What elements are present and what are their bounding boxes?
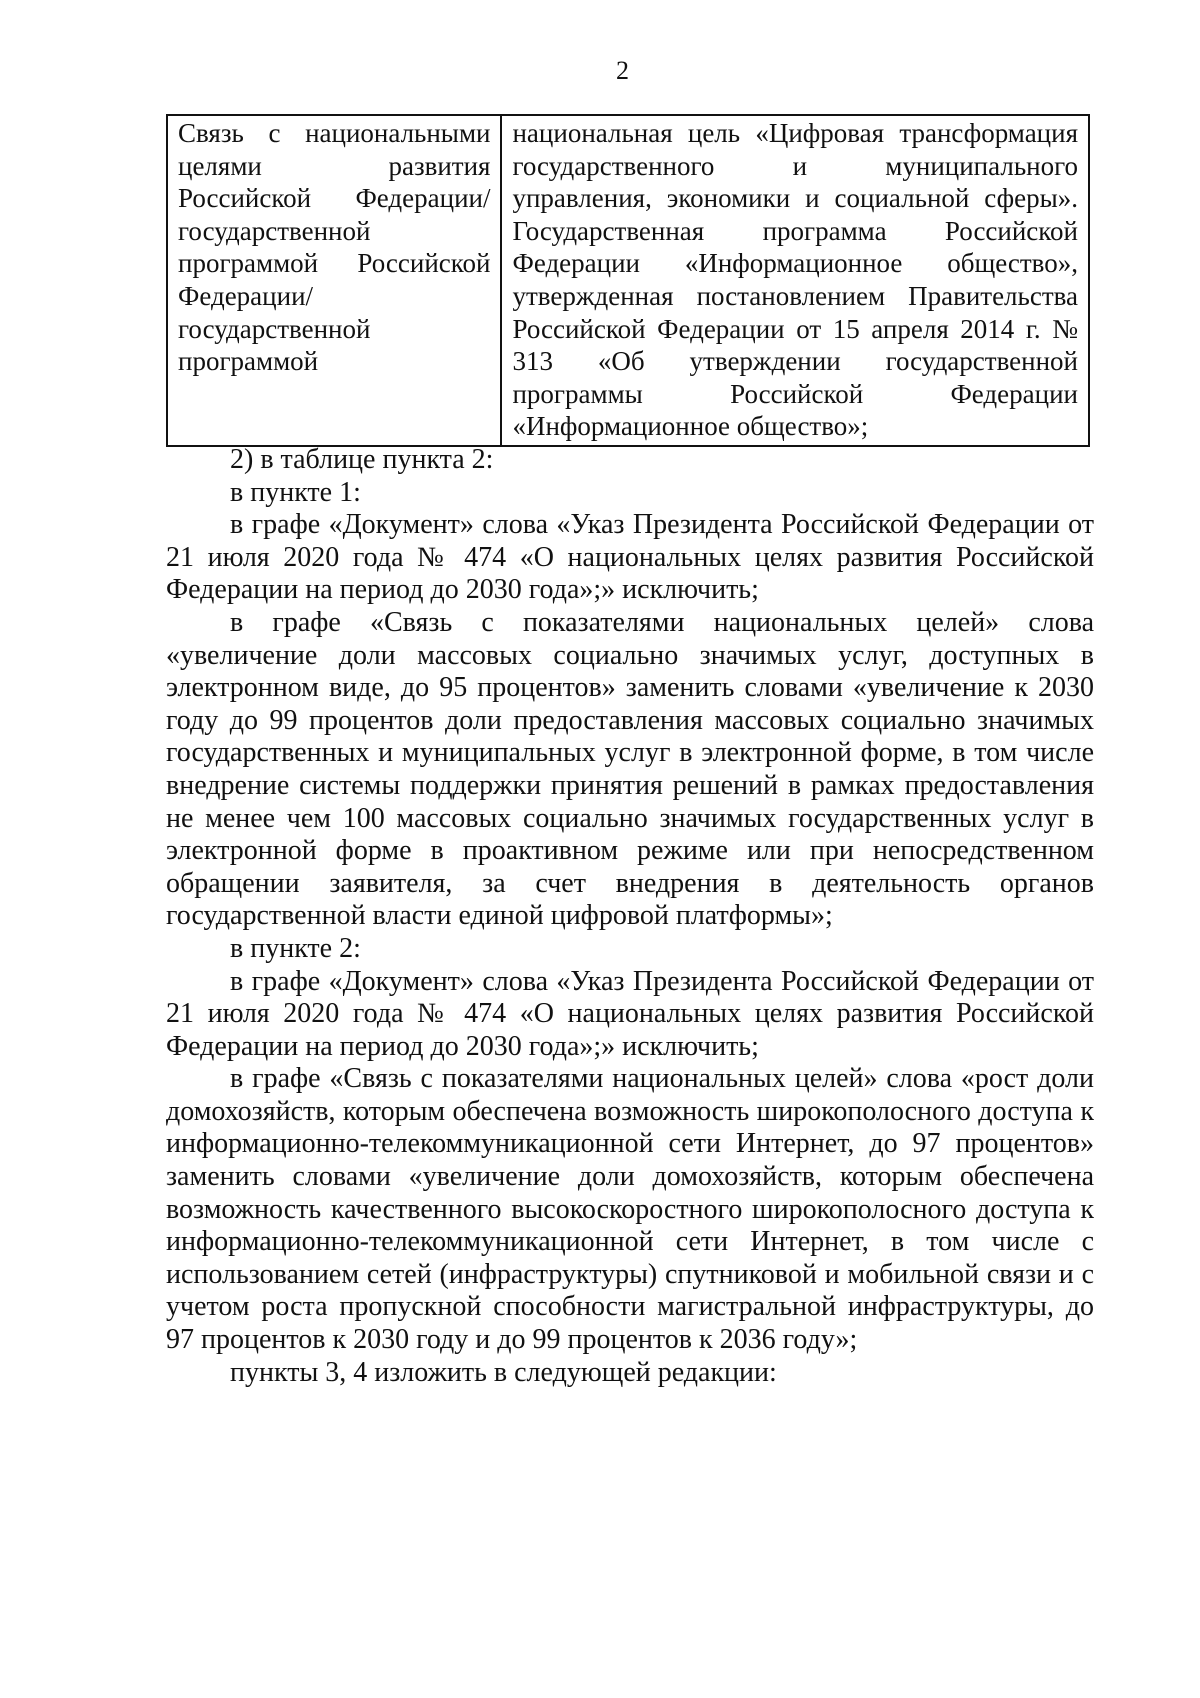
paragraph-subitem-2: в пункте 2: (230, 932, 361, 964)
paragraph-subitem-1: в пункте 1: (230, 476, 361, 508)
table-row (167, 115, 1089, 446)
paragraph-subitem-1-indicators: в графе «Связь с показателями национальных целей» слова «увеличение доли массовых социально значимых услуг, доступных в электронном виде, до 95 процентов» заменить словами «увеличение к 2030 году до 99 процентов доли предоставления массовых социально значимых государственных и муниципальных услуг в электронной форме, в том числе внедрение системы поддержки принятия решений в рамках предоставления не менее чем 100 массовых социально значимых государственных услуг в электронной форме в проактивном режиме или при непосредственном обращении заявителя, за счет внедрения в деятельность органов государственной власти единой цифровой платформы»; (166, 606, 1094, 932)
document-body (166, 444, 1094, 1389)
paragraph-subitem-2-indicators: в графе «Связь с показателями национальных целей» слова «рост доли домохозяйств, которым обеспечена возможность широкополосного доступа к информационно-телекоммуникационной сети Интернет, до 97 процентов» заменить словами «увеличение доли домохозяйств, которым обеспечена возможность качественного высокоскоростного широкополосного доступа к информационно-телекоммуникационной сети Интернет, в том числе с использованием сетей (инфраструктуры) спутниковой и мобильной связи и с учетом роста пропускной способности магистральной инфраструктуры, до 97 процентов к 2030 году и до 99 процентов к 2036 году»; (166, 1063, 1094, 1356)
table-cell-label: Связь с национальными целями развития Российской Федерации/ государственной программой Российской Федерации/ государственной программой (167, 115, 501, 446)
paragraph-items-3-4: пункты 3, 4 изложить в следующей редакции: (230, 1356, 777, 1388)
paragraph-subitem-2-document: в графе «Документ» слова «Указ Президента Российской Федерации от 21 июля 2020 года № 474 «О национальных целях развития Российской Федерации на период до 2030 года»;» исключить; (166, 965, 1094, 1062)
table-cell-value: национальная цель «Цифровая трансформация государственного и муниципального управления, экономики и социальной сферы». Государственная программа Российской Федерации «Информационное общество», утвержденная постановлением Правительства Российской Федерации от 15 апреля 2014 г. № 313 «Об утверждении государственной программы Российской Федерации «Информационное общество»; (501, 115, 1089, 446)
paragraph-subitem-1-document: в графе «Документ» слова «Указ Президента Российской Федерации от 21 июля 2020 года № 474 «О национальных целях развития Российской Федерации на период до 2030 года»;» исключить; (166, 509, 1094, 606)
paragraph-table-item-2: 2) в таблице пункта 2: (230, 444, 494, 475)
page-number: 2 (616, 56, 629, 85)
amendment-table (166, 114, 1090, 447)
